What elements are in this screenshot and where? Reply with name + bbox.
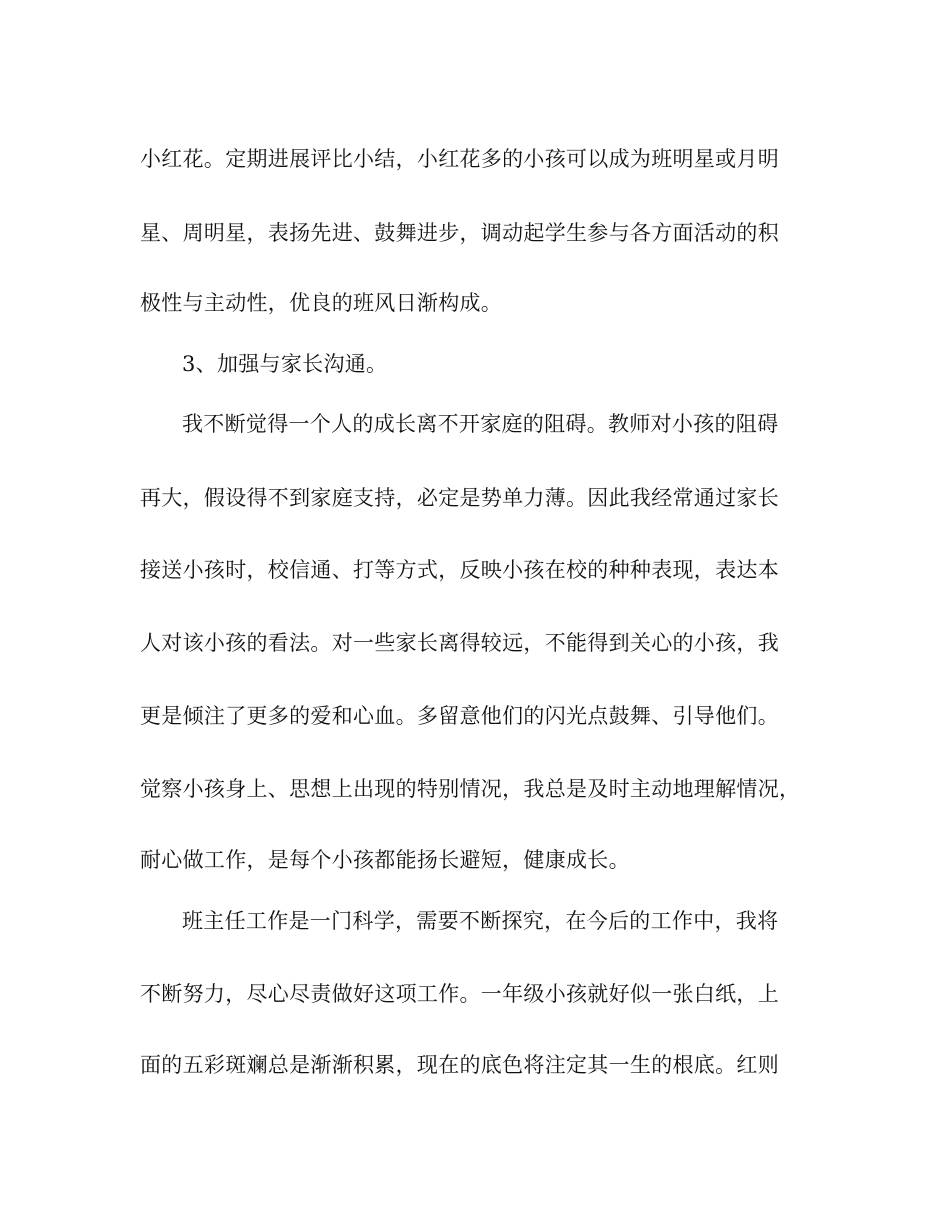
- paragraph-line: 我不断觉得一个人的成长离不开家庭的阻碍。教师对小孩的阻碍: [182, 412, 779, 436]
- paragraph-line: 小红花。定期进展评比小结，小红花多的小孩可以成为班明星或月明: [140, 147, 779, 171]
- paragraph-line: 面的五彩斑斓总是渐渐积累，现在的底色将注定其一生的根底。红则: [140, 1053, 779, 1077]
- paragraph-line: 再大，假设得不到家庭支持，必定是势单力薄。因此我经常通过家长: [140, 486, 779, 510]
- paragraph-line: 更是倾注了更多的爱和心血。多留意他们的闪光点鼓舞、引导他们。: [140, 704, 779, 728]
- paragraph-line: 不断努力，尽心尽责做好这项工作。一年级小孩就好似一张白纸，上: [140, 982, 779, 1006]
- section-heading: 3、加强与家长沟通。: [182, 352, 388, 376]
- paragraph-line: 班主任工作是一门科学，需要不断探究，在今后的工作中，我将: [182, 909, 779, 933]
- paragraph-line: 人对该小孩的看法。对一些家长离得较远，不能得到关心的小孩，我: [140, 631, 779, 655]
- paragraph-line: 耐心做工作，是每个小孩都能扬长避短，健康成长。: [140, 848, 630, 872]
- paragraph-line: 觉察小孩身上、思想上出现的特别情况，我总是及时主动地理解情况，: [140, 777, 801, 801]
- paragraph-line: 星、周明星，表扬先进、鼓舞进步，调动起学生参与各方面活动的积: [140, 221, 779, 245]
- paragraph-line: 极性与主动性，优良的班风日渐构成。: [140, 291, 503, 315]
- paragraph-line: 接送小孩时，校信通、打等方式，反映小孩在校的种种表现，表达本: [140, 558, 779, 582]
